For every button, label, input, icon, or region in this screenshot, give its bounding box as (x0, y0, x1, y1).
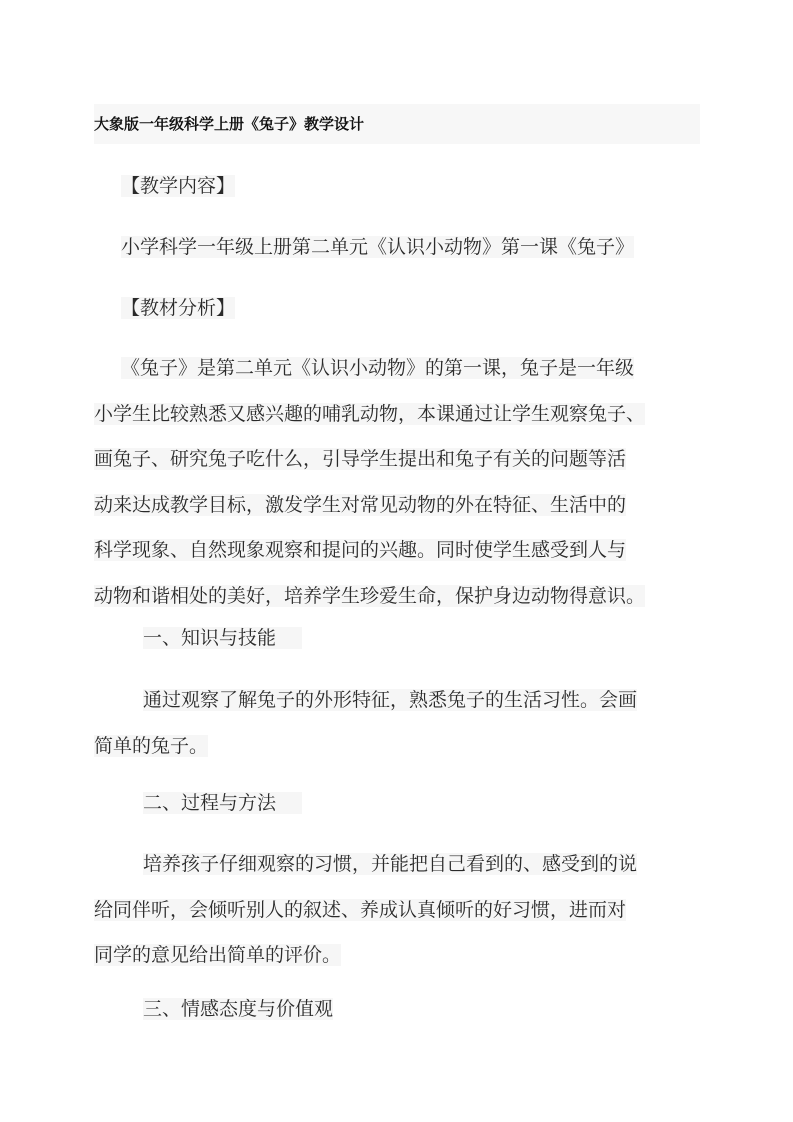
goal3-heading (143, 987, 333, 1032)
section-heading-analysis-text: 【教材分析】 (121, 297, 236, 319)
goal2-paragraph (94, 842, 703, 979)
section-heading-content-text: 【教学内容】 (121, 175, 236, 197)
analysis-line: 小学生比较熟悉又感兴趣的哺乳动物，本课通过让学生观察兔子、 (94, 402, 646, 425)
section-heading-content (121, 164, 235, 209)
document-title: 大象版一年级科学上册《兔子》教学设计 (94, 104, 700, 144)
content-paragraph-text: 小学科学一年级上册第二单元《认识小动物》第一课《兔子》 (121, 236, 635, 258)
goal2-line: 培养孩子仔细观察的习惯，并能把自己看到的、感受到的说 (143, 853, 638, 875)
goal2-line: 给同伴听，会倾听别人的叙述、养成认真倾听的好习惯，进而对 (94, 898, 627, 921)
goal2-line: 同学的意见给出简单的评价。 (94, 944, 342, 966)
analysis-line: 动来达成教学目标，激发学生对常见动物的外在特征、生活中的 (94, 493, 627, 516)
analysis-line: 画兔子、研究兔子吃什么，引导学生提出和兔子有关的问题等活 (94, 448, 627, 470)
section-heading-analysis (121, 286, 235, 331)
goal1-line: 简单的兔子。 (94, 734, 209, 757)
analysis-paragraph (94, 346, 701, 619)
analysis-line: 科学现象、自然现象观察和提问的兴趣。同时使学生感受到人与 (94, 539, 627, 561)
goal1-heading (143, 616, 302, 661)
analysis-line: 《兔子》是第二单元《认识小动物》的第一课，兔子是一年级 (121, 357, 635, 379)
goal3-heading-text: 三、情感态度与价值观 (143, 998, 334, 1020)
analysis-line: 动物和谐相处的美好，培养学生珍爱生命，保护身边动物得意识。 (94, 584, 646, 607)
goal2-heading-text: 二、过程与方法 (143, 792, 302, 814)
goal2-heading (143, 781, 302, 826)
content-paragraph (121, 225, 634, 270)
goal1-paragraph (94, 678, 703, 769)
goal1-heading-text: 一、知识与技能 (143, 627, 302, 649)
goal1-line: 通过观察了解兔子的外形特征，熟悉兔子的生活习性。会画 (143, 689, 638, 711)
